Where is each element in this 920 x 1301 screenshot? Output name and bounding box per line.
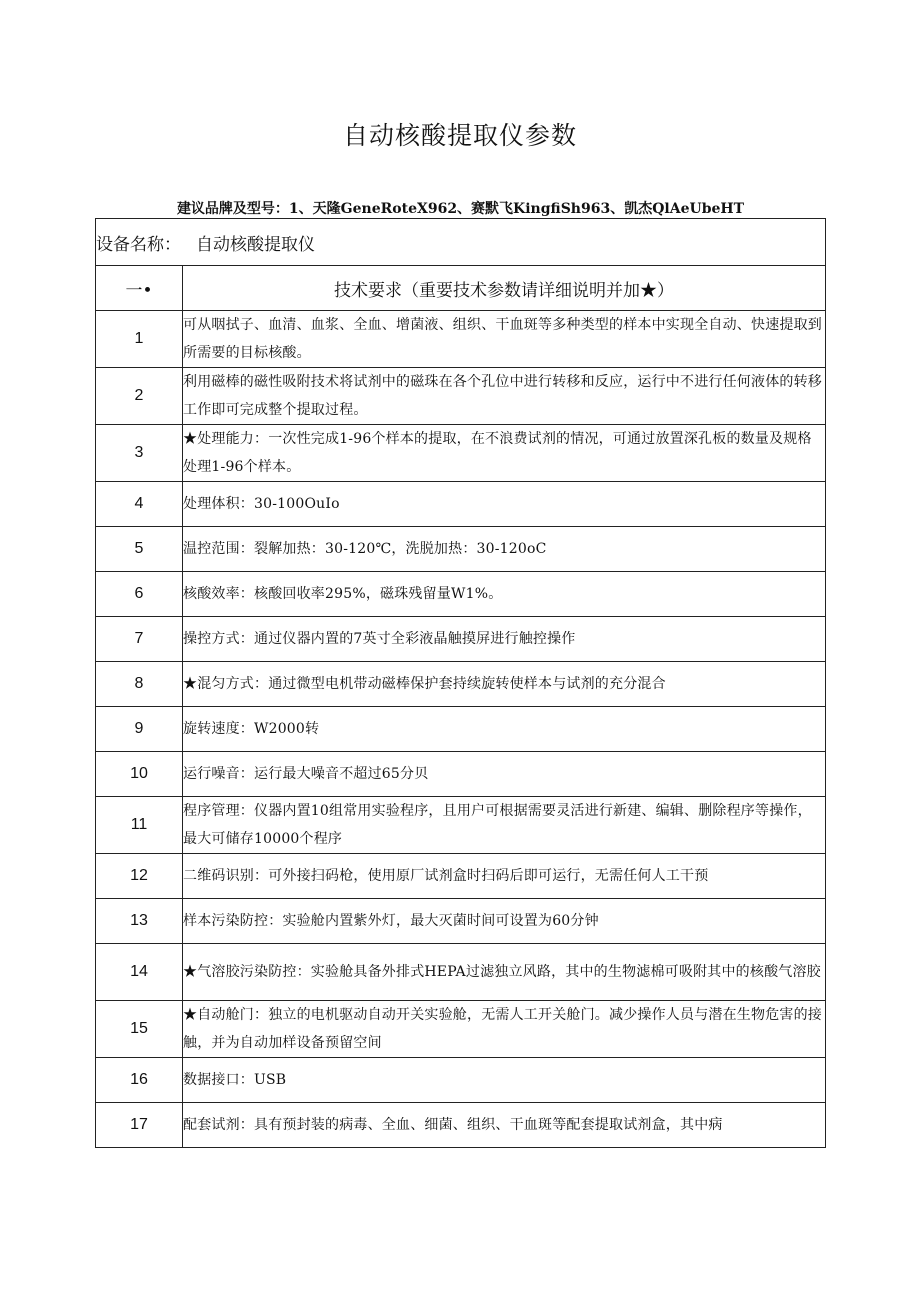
row-text: 可从咽拭子、血清、血浆、全血、增菌液、组织、干血斑等多种类型的样本中实现全自动、快速提取到所需要的目标核酸。: [183, 311, 826, 368]
row-number: 1: [96, 311, 183, 368]
row-number: 16: [96, 1058, 183, 1103]
table-row: [96, 311, 826, 368]
row-text: ★气溶胶污染防控：实验舱具备外排式HEPA过滤独立风路，其中的生物滤棉可吸附其中的核酸气溶胶: [183, 944, 826, 1001]
brand-recommendation: 建议品牌及型号：1、天隆GeneRoteX962、赛默飞KingfiSh963、凯杰QlAeUbeHT: [176, 201, 745, 217]
row-number: 11: [96, 797, 183, 854]
table-row: [96, 752, 826, 797]
table-row: [96, 368, 826, 425]
device-name-row: [96, 219, 826, 266]
row-text: 核酸效率：核酸回收率295%，磁珠残留量W1%。: [183, 572, 826, 617]
header-index: 一•: [96, 266, 183, 311]
table-row: [96, 425, 826, 482]
row-number: 3: [96, 425, 183, 482]
row-number: 5: [96, 527, 183, 572]
row-number: 2: [96, 368, 183, 425]
device-name-label: 设备名称：: [96, 234, 181, 255]
spec-table: [95, 218, 826, 1148]
row-number: 9: [96, 707, 183, 752]
row-number: 17: [96, 1103, 183, 1148]
row-number: 14: [96, 944, 183, 1001]
row-number: 15: [96, 1001, 183, 1058]
table-row: [96, 662, 826, 707]
table-row: [96, 1103, 826, 1148]
row-text: 温控范围：裂解加热：30-120℃，洗脱加热：30-120oC: [183, 527, 826, 572]
table-row: [96, 1001, 826, 1058]
row-number: 10: [96, 752, 183, 797]
row-text: 程序管理：仪器内置10组常用实验程序，且用户可根据需要灵活进行新建、编辑、删除程序等操作，最大可储存10000个程序: [183, 797, 826, 854]
row-text: ★处理能力：一次性完成1-96个样本的提取，在不浪费试剂的情况，可通过放置深孔板的数量及规格处理1-96个样本。: [183, 425, 826, 482]
table-row: [96, 899, 826, 944]
row-text: 样本污染防控：实验舱内置紫外灯，最大灭菌时间可设置为60分钟: [183, 899, 826, 944]
table-row: [96, 527, 826, 572]
row-number: 8: [96, 662, 183, 707]
row-number: 4: [96, 482, 183, 527]
table-row: [96, 854, 826, 899]
row-text: 运行噪音：运行最大噪音不超过65分贝: [183, 752, 826, 797]
header-row: [96, 266, 826, 311]
table-row: [96, 797, 826, 854]
table-row: [96, 944, 826, 1001]
document-title: 自动核酸提取仪参数: [342, 121, 577, 150]
row-number: 12: [96, 854, 183, 899]
table-row: [96, 1058, 826, 1103]
row-text: 操控方式：通过仪器内置的7英寸全彩液晶触摸屏进行触控操作: [183, 617, 826, 662]
row-text: ★混匀方式：通过微型电机带动磁棒保护套持续旋转使样本与试剂的充分混合: [183, 662, 826, 707]
row-number: 13: [96, 899, 183, 944]
device-name-value: 自动核酸提取仪: [196, 234, 315, 255]
row-text: 二维码识别：可外接扫码枪，使用原厂试剂盒时扫码后即可运行，无需任何人工干预: [183, 854, 826, 899]
row-text: ★自动舱门：独立的电机驱动自动开关实验舱，无需人工开关舱门。减少操作人员与潜在生物危害的接触，并为自动加样设备预留空间: [183, 1001, 826, 1058]
row-text: 处理体积：30-100OuIo: [183, 482, 826, 527]
row-number: 6: [96, 572, 183, 617]
table-row: [96, 572, 826, 617]
header-requirement: 技术要求（重要技术参数请详细说明并加★）: [183, 266, 826, 311]
table-row: [96, 482, 826, 527]
row-number: 7: [96, 617, 183, 662]
table-row: [96, 707, 826, 752]
table-row: [96, 617, 826, 662]
row-text: 配套试剂：具有预封装的病毒、全血、细菌、组织、干血斑等配套提取试剂盒，其中病: [183, 1103, 826, 1148]
row-text: 数据接口：USB: [183, 1058, 826, 1103]
row-text: 利用磁棒的磁性吸附技术将试剂中的磁珠在各个孔位中进行转移和反应，运行中不进行任何液体的转移工作即可完成整个提取过程。: [183, 368, 826, 425]
device-name-cell: [96, 219, 826, 266]
row-text: 旋转速度：W2000转: [183, 707, 826, 752]
